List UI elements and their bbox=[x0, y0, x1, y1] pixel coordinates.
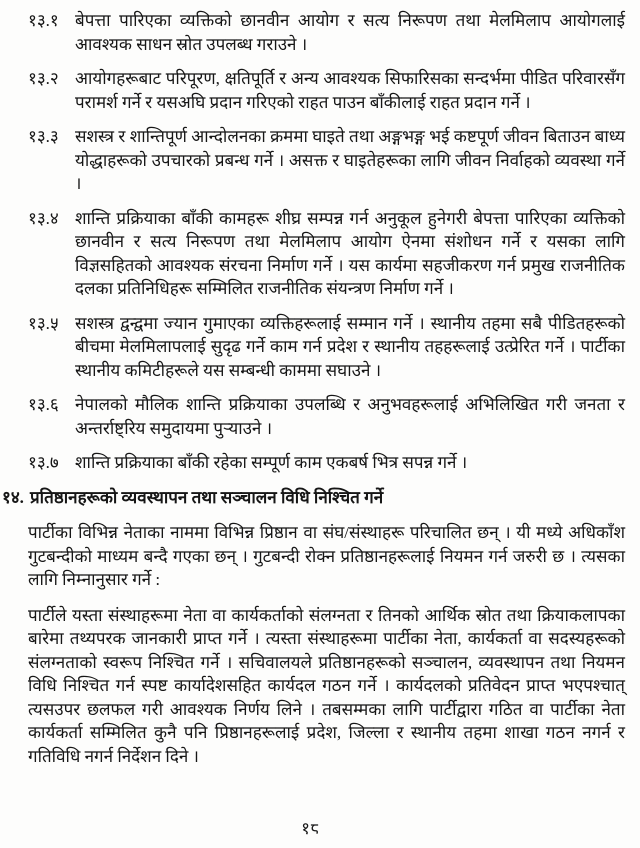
clause-13-1 bbox=[0, 9, 625, 56]
clause-text: बेपत्ता पारिएका व्यक्तिको छानवीन आयोग र सत्य निरूपण तथा मेलमिलाप आयोगलाई आवश्यक साधन स्रोत उपलब्ध गराउने । bbox=[75, 11, 625, 54]
clause-13-3 bbox=[0, 125, 625, 196]
clause-text: सशस्त्र द्वन्द्वमा ज्यान गुमाएका व्यक्तिहरूलाई सम्मान गर्ने । स्थानीय तहमा सबै पीडितहरूको बीचमा मेलमिलापलाई सुदृढ गर्ने काम गर्न प्रदेश र स्थानीय तहहरूलाई उत्प्रेरित गर्ने । पार्टीका स्थानीय कमिटीहरूले यस सम्बन्धी काममा सघाउने । bbox=[75, 313, 625, 380]
clause-13-7 bbox=[0, 451, 625, 475]
clause-text: नेपालको मौलिक शान्ति प्रक्रियाका उपलब्धि र अनुभवहरूलाई अभिलिखित गरी जनता र अन्तर्राष्ट्रिय समुदायमा पुऱ्याउने । bbox=[75, 395, 625, 438]
clause-13-2 bbox=[0, 67, 625, 114]
page-number: १८ bbox=[301, 818, 319, 838]
clause-number: १३.५ bbox=[28, 313, 59, 333]
section-14-paragraph-2: पार्टीले यस्ता संस्थाहरूमा नेता वा कार्यकर्ताको संलग्नता र तिनको आर्थिक स्रोत तथा क्रियाकलापका बारेमा तथ्यपरक जानकारी प्राप्त गर्ने । त्यस्ता संस्थाहरूमा पार्टीका नेता, कार्यकर्ता वा सदस्यहरूको संलग्नताको स्वरूप निश्चित गर्ने । सचिवालयले प्रतिष्ठानहरूको सञ्चालन, व्यवस्थापन तथा नियमन विधि निश्चित गर्न स्पष्ट कार्यादेशसहित कार्यदल गठन गर्ने । कार्यदलको प्रतिवेदन प्राप्त भएपश्चात् त्यसउपर छलफल गरी आवश्यक निर्णय लिने । तबसम्मका लागि पार्टीद्वारा गठित वा पार्टीका नेता कार्यकर्ता सम्मिलित कुनै पनि प्रिष्ठानहरूलाई प्रदेश, जिल्ला र स्थानीय तहमा शाखा गठन नगर्न र गतिविधि नगर्न निर्देशन दिने । bbox=[28, 605, 625, 766]
clause-text: आयोगहरूबाट परिपूरण, क्षतिपूर्ति र अन्य आवश्यक सिफारिसका सन्दर्भमा पीडित परिवारसँग परामर्श गर्ने र यसअघि प्रदान गरिएको राहत पाउन बाँकीलाई राहत प्रदान गर्ने । bbox=[75, 69, 625, 112]
clause-number: १३.६ bbox=[28, 395, 59, 414]
section-14-heading bbox=[0, 486, 625, 510]
section-number: १४. bbox=[2, 487, 24, 507]
clause-number: १३.४ bbox=[28, 208, 59, 228]
section-14-paragraph-1: पार्टीका विभिन्न नेताका नाममा विभिन्न प्रिष्ठान वा संघ/संस्थाहरू परिचालित छन् । यी मध्ये अधिकाँश गुटबन्दीको माध्यम बन्दै गएका छन् । गुटबन्दी रोक्न प्रतिष्ठानहरूलाई नियमन गर्न जरुरी छ । त्यसका लागि निम्नानुसार गर्ने : bbox=[28, 523, 625, 589]
clause-text: सशस्त्र र शान्तिपूर्ण आन्दोलनका क्रममा घाइते तथा अङ्गभङ्ग भई कष्टपूर्ण जीवन बिताउन बाध्य योद्धाहरूको उपचारको प्रबन्ध गर्ने । असक्त र घाइतेहरूका लागि जीवन निर्वाहको व्यवस्था गर्ने । bbox=[75, 127, 625, 193]
clause-number: १३.२ bbox=[28, 69, 59, 88]
clause-13-6 bbox=[0, 393, 625, 440]
clause-number: १३.७ bbox=[28, 453, 59, 472]
section-title: प्रतिष्ठानहरूको व्यवस्थापन तथा सञ्चालन विधि निश्चित गर्ने bbox=[30, 487, 384, 507]
clause-number: १३.३ bbox=[28, 127, 59, 146]
clause-text: शान्ति प्रक्रियाका बाँकी रहेका सम्पूर्ण काम एकबर्ष भित्र सपन्न गर्ने । bbox=[75, 453, 468, 472]
clause-13-4 bbox=[0, 207, 625, 301]
clause-text: शान्ति प्रक्रियाका बाँकी कामहरू शीघ्र सम्पन्न गर्न अनुकूल हुनेगरी बेपत्ता पारिएका व्यक्तिको छानवीन र सत्य निरूपण तथा मेलमिलाप आयोग ऐनमा संशोधन गर्ने र यसका लागि विज्ञसहितको आवश्यक संरचना निर्माण गर्ने । यस कार्यमा सहजीकरण गर्न प्रमुख राजनीतिक दलका प्रतिनिधिहरू सम्मिलित राजनीतिक संयन्त्रण निर्माण गर्ने । bbox=[75, 208, 625, 298]
clause-13-5 bbox=[0, 312, 625, 383]
clause-number: १३.१ bbox=[28, 11, 59, 30]
